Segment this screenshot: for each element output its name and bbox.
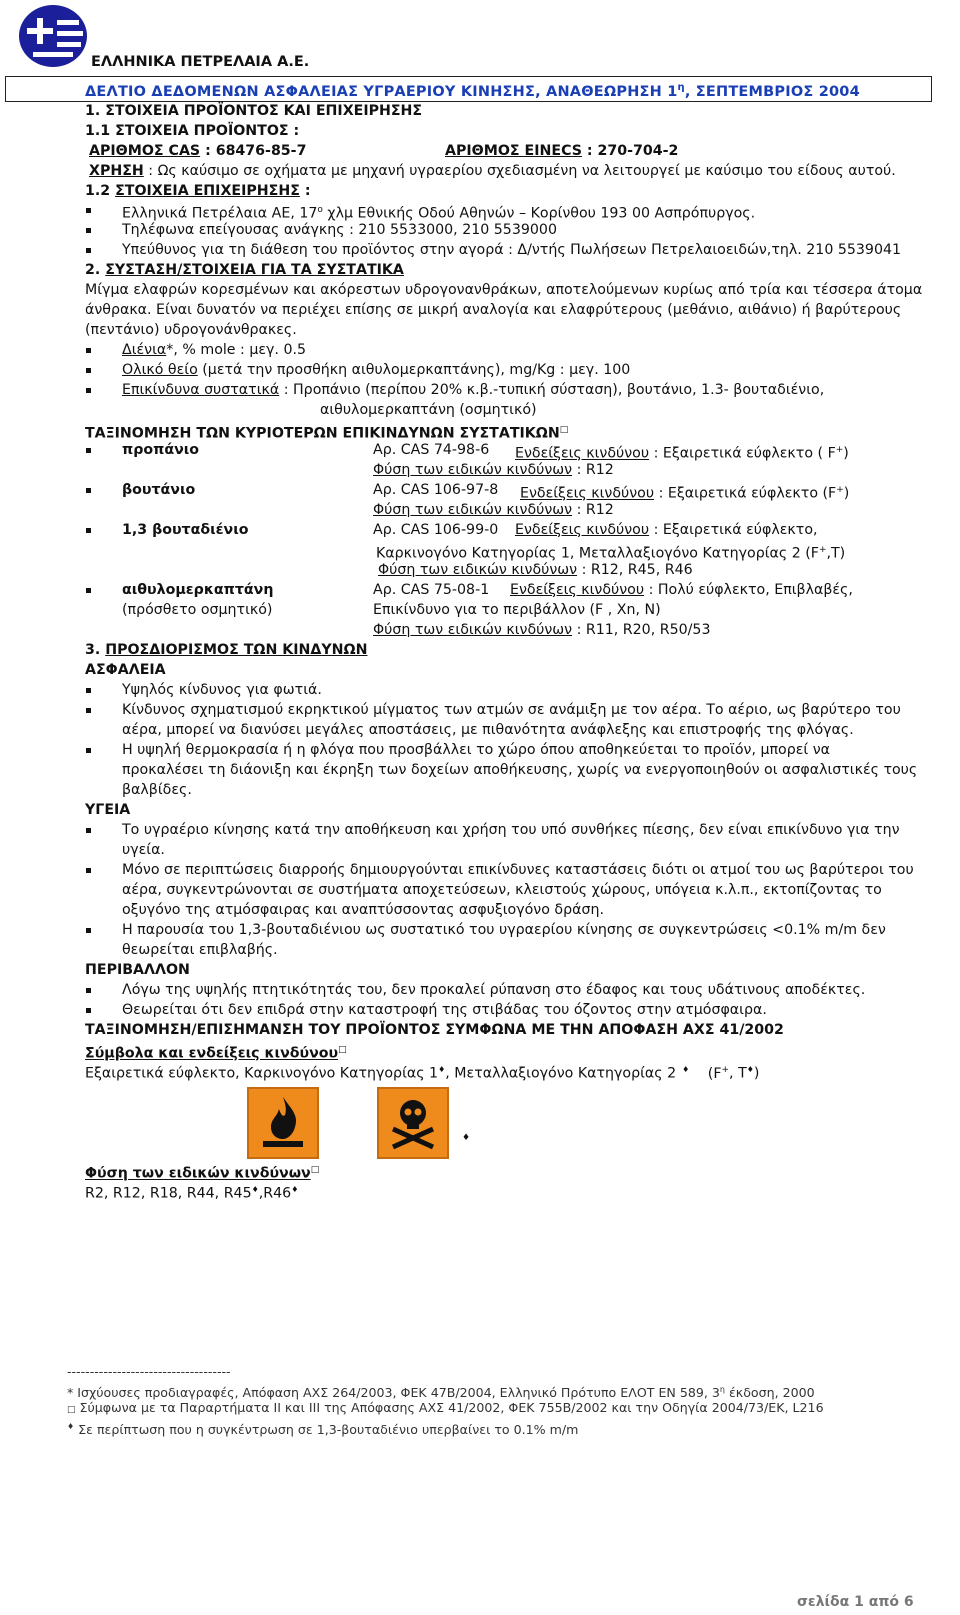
component-name: 1,3 βουταδιένιο (122, 522, 249, 538)
component-hazard-nature: Φύση των ειδικών κινδύνων : R12 (373, 502, 614, 518)
company-logo-icon (19, 4, 89, 68)
environment-text: Θεωρείται ότι δεν επιδρά στην καταστροφή της στιβάδας του όζοντος στην ατμόσφαιρα. (122, 1002, 767, 1018)
safety-text: αέρα, μπορεί να διανύσει μεγάλες αποστάσεις, με πιθανότητα ανάφλεξης και επιστροφής της φλόγας. (122, 722, 854, 738)
company-address: Ελληνικά Πετρέλαια ΑΕ, $17^o$ χλμ Εθνικής Οδού Αθηνών – Κορίνθου 193 00 Ασπρόπυργος. (122, 205, 756, 222)
company-name: ΕΛΛΗΝΙΚΑ ΠΕΤΡΕΛΑΙΑ Α.Ε. (91, 54, 310, 70)
environment-text: Λόγω της υψηλής πτητικότητάς του, δεν προκαλεί ρύπανση στο έδαφος και τους υδάτινους αποδέκτες. (122, 982, 866, 998)
component-name: αιθυλομερκαπτάνη (122, 582, 274, 598)
health-text: Το υγραέριο κίνησης κατά την αποθήκευση και χρήση του υπό συνθήκες πίεσης, δεν είναι επικίνδυνο για την (122, 822, 900, 838)
composition-text-line: άνθρακα. Είναι δυνατόν να περιέχει επίσης σε μικρή αναλογία και ελαφρύτερους (μεθάνιο, αιθάνιο) ή βαρύτερους (85, 302, 902, 318)
health-heading: ΥΓΕΙΑ (85, 802, 131, 818)
environment-heading: ΠΕΡΙΒΑΛΛΟΝ (85, 962, 190, 978)
bullet-icon (86, 488, 91, 493)
bullet-icon (86, 448, 91, 453)
component-note: (πρόσθετο οσμητικό) (122, 602, 273, 618)
bullet-icon (86, 228, 91, 233)
page-number: σελίδα 1 από 6 (797, 1594, 914, 1610)
component-cas: Αρ. CAS 106-97-8 (373, 482, 499, 498)
section-1-heading: 1. ΣΤΟΙΧΕΙΑ ΠΡΟΪΟΝΤΟΣ ΚΑΙ ΕΠΙΧΕΙΡΗΣΗΣ (85, 103, 423, 119)
bullet-icon (86, 928, 91, 933)
section-3-heading: 3. ΠΡΟΣΔΙΟΡΙΣΜΟΣ ΤΩΝ ΚΙΝΔΥΝΩΝ (85, 642, 368, 658)
component-hazard-indication: Ενδείξεις κινδύνου : Εξαιρετικά εύφλεκτο ( F+) (515, 445, 849, 462)
symbols-heading: Σύμβολα και ενδείξεις κινδύνου□ (85, 1045, 347, 1062)
footnote-rule: ------------------------------------ (67, 1364, 231, 1379)
bullet-icon (86, 528, 91, 533)
safety-text: βαλβίδες. (122, 782, 192, 798)
dienes-content: Διένια*, % mole : μεγ. 0.5 (122, 342, 307, 358)
safety-heading: ΑΣΦΑΛΕΙΑ (85, 662, 166, 678)
bullet-icon (86, 1008, 91, 1013)
cas-number: ΑΡΙΘΜΟΣ CAS : 68476-85-7 (89, 143, 307, 159)
component-cas: Αρ. CAS 106-99-0 (373, 522, 499, 538)
nature-heading: Φύση των ειδικών κινδύνων□ (85, 1165, 320, 1182)
r-phrases: R2, R12, R18, R44, R45♦,R46♦ (85, 1185, 299, 1202)
component-name: προπάνιο (122, 442, 200, 458)
component-hazard-indication: Ενδείξεις κινδύνου : Πολύ εύφλεκτο, Επιβλαβές, (510, 582, 853, 598)
total-sulfur: Ολικό θείο (μετά την προσθήκη αιθυλομερκαπτάνης), mg/Kg : μεγ. 100 (122, 362, 631, 378)
bullet-icon (86, 688, 91, 693)
component-hazard-indication-continued: Επικίνδυνο για το περιβάλλον (F , Xn, N) (373, 602, 661, 618)
labelling-heading: ΤΑΞΙΝΟΜΗΣΗ/ΕΠΙΣΗΜΑΝΣΗ ΤΟΥ ΠΡΟΪΟΝΤΟΣ ΣΥΜΦΩΝΑ ΜΕ ΤΗΝ ΑΠΟΦΑΣΗ ΑΧΣ 41/2002 (85, 1022, 784, 1038)
safety-text: Η υψηλή θερμοκρασία ή η φλόγα που προσβάλλει το χώρο όπου αποθηκεύεται το προϊόν, μπορεί να (122, 742, 830, 758)
safety-text: Κίνδυνος σχηματισμού εκρηκτικού μίγματος των ατμών σε ανάμιξη με τον αέρα. Το αέριο, ως βαρύτερο του (122, 702, 901, 718)
health-text: θεωρείται επιβλαβής. (122, 942, 278, 958)
bullet-icon (86, 828, 91, 833)
component-hazard-nature: Φύση των ειδικών κινδύνων : R12 (373, 462, 614, 478)
component-cas: Αρ. CAS 75-08-1 (373, 582, 490, 598)
footnote: ♦ Σε περίπτωση που η συγκέντρωση σε 1,3-βουταδιένιο υπερβαίνει το 0.1% m/m (67, 1422, 579, 1438)
bullet-icon (86, 748, 91, 753)
responsible-person: Υπεύθυνος για τη διάθεση του προϊόντος στην αγορά : Δ/ντής Πωλήσεων Πετρελαιοειδών,τηλ. 210 5539041 (122, 242, 902, 258)
safety-text: Υψηλός κίνδυνος για φωτιά. (122, 682, 322, 698)
bullet-icon (86, 988, 91, 993)
footnote: □ Σύμφωνα με τα Παραρτήματα ΙΙ και ΙΙΙ της Απόφασης ΑΧΣ 41/2002, ΦΕΚ 755Β/2002 και την Οδηγία 2004/73/ΕΚ, L216 (67, 1400, 824, 1415)
hazardous-components-continued: αιθυλομερκαπτάνη (οσμητικό) (320, 402, 537, 418)
bullet-icon (86, 388, 91, 393)
einecs-number: ΑΡΙΘΜΟΣ ΕΙΝΕCS : 270-704-2 (445, 143, 679, 159)
bullet-icon (86, 368, 91, 373)
bullet-icon (86, 348, 91, 353)
health-text: Μόνο σε περιπτώσεις διαρροής δημιουργούνται επικίνδυνες καταστάσεις διότι οι ατμοί του ως βαρύτεροι του (122, 862, 914, 878)
composition-text-line: Μίγμα ελαφρών κορεσμένων και ακόρεστων υδρογονανθράκων, αποτελούμενων κυρίως από τρία και τέσσερα άτομα (85, 282, 923, 298)
health-text: οξυγόνο της ατμόσφαιρας και αναπτύσσοντας ασφυξιογόνο δράση. (122, 902, 604, 918)
section-1-2-heading: 1.2 ΣΤΟΙΧΕΙΑ ΕΠΙΧΕΙΡΗΣΗΣ : (85, 183, 311, 199)
pictogram-note-mark: ♦ (462, 1133, 471, 1143)
section-1-1-heading: 1.1 ΣΤΟΙΧΕΙΑ ΠΡΟΪΟΝΤΟΣ : (85, 123, 300, 139)
bullet-icon (86, 708, 91, 713)
bullet-icon (86, 208, 91, 213)
health-text: αέρα, συγκεντρώνονται σε συστήματα αποχετεύσεων, κλειστούς χώρους, υπόγεια κ.λ.π., εκτοπίζοντας το (122, 882, 882, 898)
component-hazard-indication: Ενδείξεις κινδύνου : Εξαιρετικά εύφλεκτο, (515, 522, 818, 538)
hazardous-components: Επικίνδυνα συστατικά : Προπάνιο (περίπου 20% κ.β.-τυπική σύσταση), βουτάνιο, 1.3- βουταδιένιο, (122, 382, 825, 398)
flame-pictogram-icon (247, 1087, 319, 1159)
health-text: υγεία. (122, 842, 165, 858)
emergency-phones: Τηλέφωνα επείγουσας ανάγκης : 210 5533000, 210 5539000 (122, 222, 557, 238)
health-text: Η παρουσία του 1,3-βουταδιένιου ως συστατικό του υγραερίου κίνησης σε συγκεντρώσεις <0.1% m/m δεν (122, 922, 886, 938)
section-2-heading: 2. ΣΥΣΤΑΣΗ/ΣΤΟΙΧΕΙΑ ΓΙΑ ΤΑ ΣΥΣΤΑΤΙΚΑ (85, 262, 404, 278)
footnote: * Ισχύουσες προδιαγραφές, Απόφαση ΑΧΣ 264/2003, ΦΕΚ 47Β/2004, Ελληνικό Πρότυπο ΕΛΟΤ ΕΝ 589, $3^\eta$ έκδοση, 2000 (67, 1385, 815, 1401)
safety-text: προκαλέσει τη διάονιξη και έκρηξη των δοχείων αποθήκευσης, χωρίς να ενεργοποιηθούν οι ασφαλιστικές τους (122, 762, 918, 778)
component-hazard-nature: Φύση των ειδικών κινδύνων : R11, R20, R50/53 (373, 622, 711, 638)
component-hazard-nature: Φύση των ειδικών κινδύνων : R12, R45, R46 (378, 562, 693, 578)
component-hazard-indication-continued: Καρκινογόνο Κατηγορίας 1, Μεταλλαξιογόνο Κατηγορίας 2 (F+,T) (376, 545, 846, 562)
component-cas: Αρ. CAS 74-98-6 (373, 442, 490, 458)
component-name: βουτάνιο (122, 482, 196, 498)
document-title: ΔΕΛΤΙΟ ΔΕΔΟΜΕΝΩΝ ΑΣΦΑΛΕΙΑΣ ΥΓΡΑΕΡΙΟΥ ΚΙΝΗΣΗΣ, ΑΝΑΘΕΩΡΗΣΗ $1^\eta$, ΣΕΠΤΕΜΒΡΙΟΣ 2004 (85, 82, 860, 100)
symbols-line: Εξαιρετικά εύφλεκτο, Καρκινογόνο Κατηγορίας 1♦, Μεταλλαξιογόνο Κατηγορίας 2 ♦ (F+, T♦) (85, 1065, 760, 1082)
bullet-icon (86, 588, 91, 593)
classification-heading: ΤΑΞΙΝΟΜΗΣΗ ΤΩΝ ΚΥΡΙΟΤΕΡΩΝ ΕΠΙΚΙΝΔΥΝΩΝ ΣΥΣΤΑΤΙΚΩΝ□ (85, 425, 569, 442)
composition-text-line: (πεντάνιο) υδρογονάνθρακες. (85, 322, 297, 338)
bullet-icon (86, 248, 91, 253)
product-use: ΧΡΗΣΗ : Ως καύσιμο σε οχήματα με μηχανή υγραερίου σχεδιασμένη να λειτουργεί με καύσιμο του είδους αυτού. (89, 163, 896, 179)
component-hazard-indication: Ενδείξεις κινδύνου : Εξαιρετικά εύφλεκτο (F+) (520, 485, 850, 502)
skull-crossbones-pictogram-icon (377, 1087, 449, 1159)
bullet-icon (86, 868, 91, 873)
